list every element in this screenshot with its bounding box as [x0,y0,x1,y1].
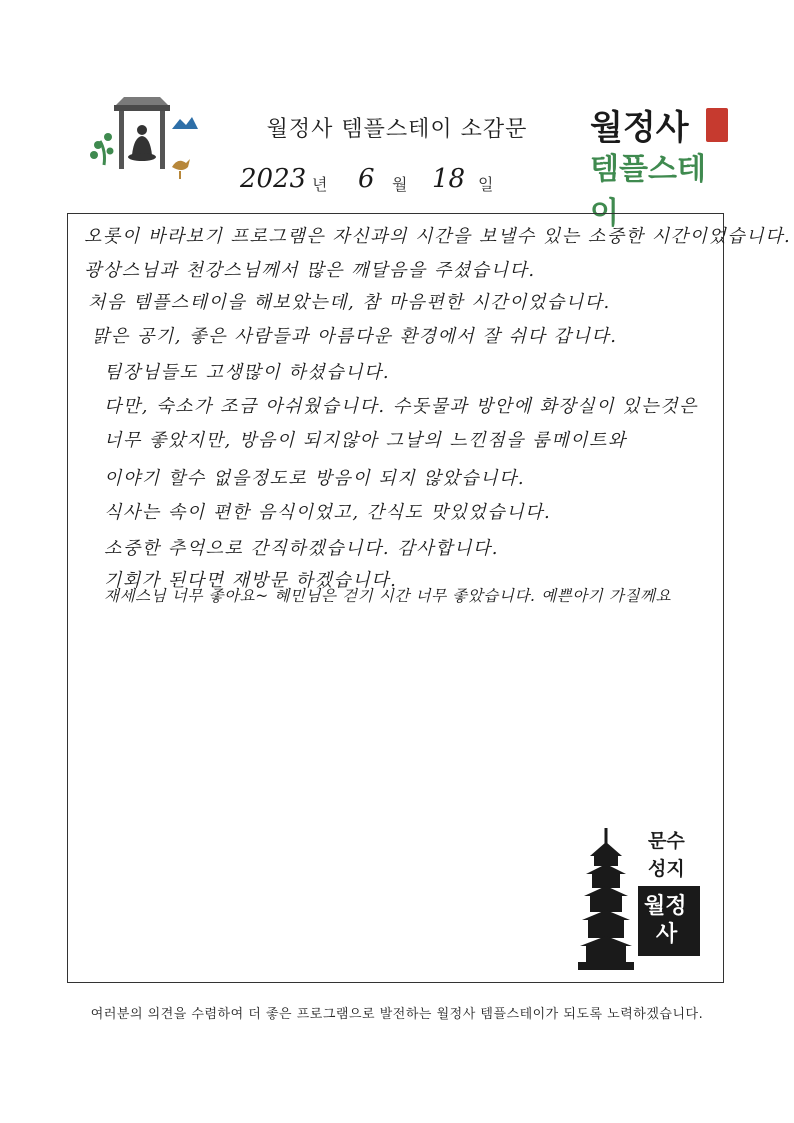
brand-logo [588,100,728,231]
feedback-box [67,213,792,983]
date-day-unit: 일 [478,175,494,194]
date-year: 2023 [240,164,307,194]
feedback-line: 기회가 된다면 재방문 하겠습니다. [104,570,398,591]
footer-note: 여러분의 의견을 수렴하여 더 좋은 프로그램으로 발전하는 월정사 템플스테이가 되도록 노력하겠습니다. [90,1007,704,1022]
feedback-line: 다만, 숙소가 조금 아쉬웠습니다. 수돗물과 방안에 화장실이 있는것은 [104,396,698,417]
feedback-line: 팀장님들도 고생많이 하셨습니다. [104,362,391,383]
feedback-line: 너무 좋았지만, 방음이 되지않아 그날의 느낀점을 룸메이트와 [104,430,627,451]
date-month-unit: 월 [392,175,408,194]
stamp-line3: 월정 [644,893,687,919]
page-title: 월정사 템플스테이 소감문 [266,117,528,142]
brand-line2: 템플스테이 [590,152,706,231]
stamp-line4: 사 [656,921,678,947]
date-row [220,164,580,200]
feedback-line: 맑은 공기, 좋은 사람들과 아름다운 환경에서 잘 쉬다 갑니다. [92,326,618,347]
feedback-line: 식사는 속이 편한 음식이었고, 간식도 맛있었습니다. [104,502,552,523]
date-month: 6 [358,164,375,194]
feedback-line: 오롯이 바라보기 프로그램은 자신과의 시간을 보낼수 있는 소중한 시간이었습니다. [84,226,792,247]
date-day: 18 [432,164,466,194]
feedback-line: 처음 템플스테이을 해보았는데, 참 마음편한 시간이었습니다. [88,292,611,313]
feedback-line: 소중한 추억으로 간직하겠습니다. 감사합니다. [104,538,499,559]
feedback-line: 재세스님 너무 좋아요~ 혜민님은 걷기 시간 너무 좋았습니다. 예쁜아기 가질께요 [104,587,672,605]
red-seal-icon [706,108,728,142]
date-year-unit: 년 [312,175,328,194]
feedback-line: 광상스님과 천강스님께서 많은 깨달음을 주셨습니다. [84,260,536,281]
feedback-line: 이야기 할수 없을정도로 방음이 되지 않았습니다. [104,468,526,489]
stamp-line1: 문수 [648,830,685,852]
pagoda-stamp [576,826,706,974]
stamp-line2: 성지 [648,858,685,880]
brand-line1: 월정사 [590,108,689,148]
